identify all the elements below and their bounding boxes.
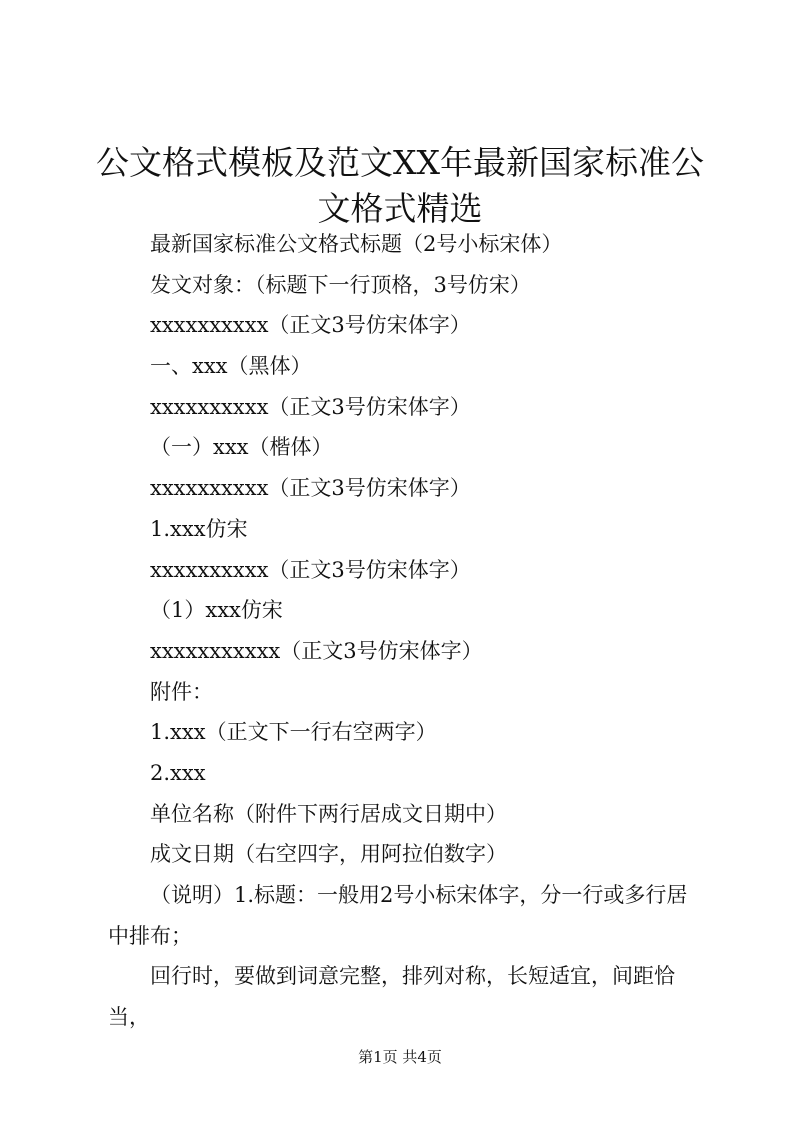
body-line: （1）xxx仿宋 (150, 598, 283, 623)
body-line: 附件： (150, 679, 213, 704)
body-line: 单位名称（附件下两行居成文日期中） (150, 801, 507, 826)
body-line: 成文日期（右空四字，用阿拉伯数字） (150, 842, 507, 867)
document-body (108, 224, 708, 1038)
body-line: 发文对象：（标题下一行顶格，3号仿宋） (150, 272, 531, 297)
body-line: 2.xxx (150, 760, 206, 785)
document-title: 公文格式模板及范文XX年最新国家标准公文格式精选 (96, 143, 704, 228)
body-line: xxxxxxxxxx（正文3号仿宋体字） (150, 394, 471, 419)
body-line: xxxxxxxxxx（正文3号仿宋体字） (150, 313, 471, 338)
body-paragraph: （说明）1.标题：一般用2号小标宋体字，分一行或多行居中排布； (108, 883, 688, 948)
body-line: 最新国家标准公文格式标题（2号小标宋体） (150, 232, 563, 256)
body-line: 一、xxx（黑体） (150, 354, 312, 379)
page-footer: 第1页 共4页 (358, 1048, 442, 1066)
body-line: 1.xxx仿宋 (150, 516, 248, 541)
body-line: （一）xxx（楷体） (150, 435, 333, 460)
body-line: xxxxxxxxxxx（正文3号仿宋体字） (150, 638, 483, 663)
body-paragraph: 回行时，要做到词意完整，排列对称，长短适宜，间距恰当， (108, 964, 675, 1030)
body-line: 1.xxx（正文下一行右空两字） (150, 720, 437, 745)
body-line: xxxxxxxxxx（正文3号仿宋体字） (150, 476, 471, 501)
body-line: xxxxxxxxxx（正文3号仿宋体字） (150, 557, 471, 582)
